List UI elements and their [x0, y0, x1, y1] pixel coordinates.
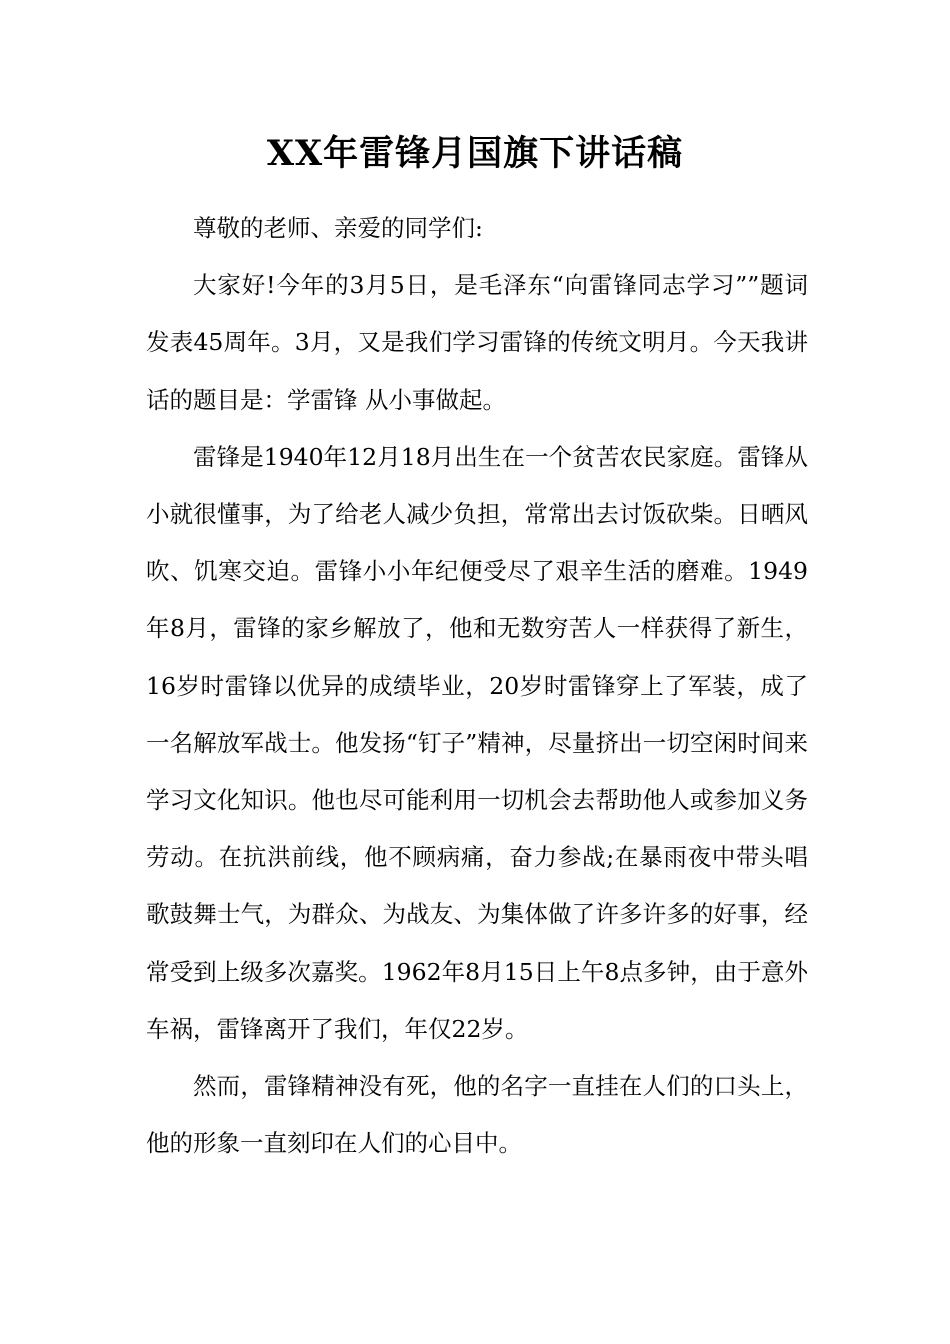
body-paragraph: 雷锋是1940年12月18月出生在一个贫苦农民家庭。雷锋从小就很懂事，为了给老人减少负担，常常出去讨饭砍柴。日晒风吹、饥寒交迫。雷锋小小年纪便受尽了艰辛生活的磨难。1949年8月，雷锋的家乡解放了，他和无数穷苦人一样获得了新生，16岁时雷锋以优异的成绩毕业，20岁时雷锋穿上了军装，成了一名解放军战士。他发扬“钉子”精神，尽量挤出一切空闲时间来学习文化知识。他也尽可能利用一切机会去帮助他人或参加义务劳动。在抗洪前线，他不顾病痛，奋力参战;在暴雨夜中带头唱歌鼓舞士气，为群众、为战友、为集体做了许多许多的好事，经常受到上级多次嘉奖。1962年8月15日上午8点多钟，由于意外车祸，雷锋离开了我们，年仅22岁。 [146, 442, 808, 1043]
body-paragraph: 然而，雷锋精神没有死，他的名字一直挂在人们的口头上，他的形象一直刻印在人们的心目中。 [146, 1072, 808, 1158]
document-title: XX年雷锋月国旗下讲话稿 [266, 133, 684, 174]
body-paragraph: 大家好!今年的3月5日，是毛泽东“向雷锋同志学习””题词发表45周年。3月，又是我们学习雷锋的传统文明月。今天我讲话的题目是：学雷锋 从小事做起。 [146, 271, 808, 414]
salutation-paragraph: 尊敬的老师、亲爱的同学们: [193, 214, 483, 242]
document-body [146, 200, 808, 1172]
